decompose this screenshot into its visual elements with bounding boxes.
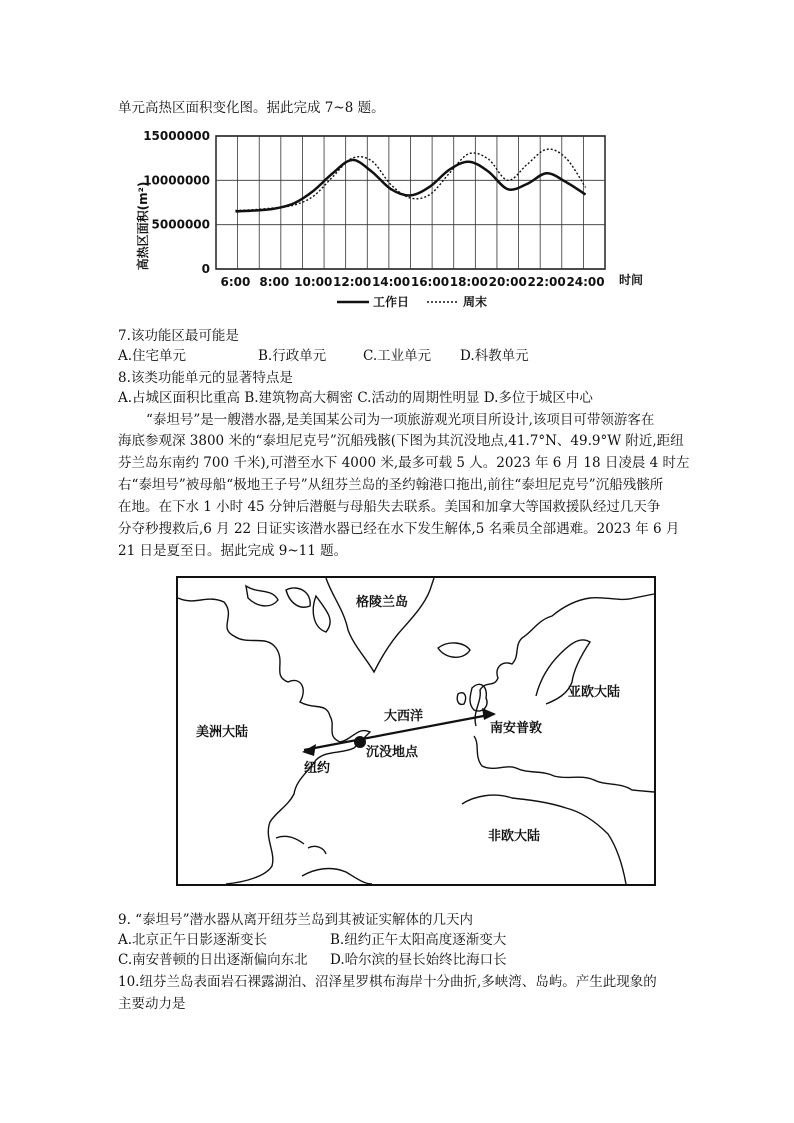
x-axis-label: 时间 [619,273,644,287]
label-americas: 美洲大陆 [196,725,249,740]
passage-line-4: 右“泰坦号”被母船“极地王子号”从纽芬兰岛的圣约翰港口拖出,前往“泰坦尼克号”沉船残骸所 [118,477,664,493]
legend-label-weekend: 周末 [463,295,488,309]
sinking-site-marker [354,736,366,748]
legend-label-workday: 工作日 [373,295,410,309]
q10-line-2: 主要动力是 [118,996,186,1012]
q9-option-a: A.北京正午日影逐渐变长 [118,932,268,948]
passage-line-3: 芬兰岛东南约 700 千米),可潜至水下 4000 米,最多可载 5 人。2023 年 6 月 18 日凌晨 4 时左 [118,455,690,471]
chart-legend [337,294,487,309]
chart-grid [216,136,605,269]
q7-option-d: D.科教单元 [460,348,529,364]
q7-option-a: A.住宅单元 [118,348,187,364]
y-axis-label: 高热区面积(m²) [136,181,150,271]
q8-stem: 8.该类功能单元的显著特点是 [118,370,293,386]
intro-text: 单元高热区面积变化图。据此完成 7~8 题。 [118,100,385,116]
x-tick-label: 24:00 [566,275,605,289]
y-tick-label: 15000000 [143,129,210,143]
y-tick-label: 10000000 [143,173,210,188]
q7-option-c: C.工业单元 [363,348,432,364]
passage-line-2: 海底参观深 3800 米的“泰坦尼克号”沉船残骸(下图为其沉没地点,41.7°N、49.9°W 附近,距纽 [118,433,684,449]
x-tick-label: 10:00 [294,275,333,289]
passage-line-5: 在地。在下水 1 小时 45 分钟后潜艇与母船失去联系。美国和加拿大等国救援队经过几天争 [118,499,661,515]
y-tick-label: 0 [201,262,210,276]
high-heat-area-chart [125,126,645,311]
x-tick-label: 6:00 [220,275,251,289]
q7-stem: 7.该功能区最可能是 [118,328,239,344]
label-new-york: 纽约 [304,761,331,776]
x-tick-label: 8:00 [259,275,290,289]
map-frame [177,577,655,885]
y-axis-ticks [143,129,210,276]
x-tick-label: 12:00 [333,275,372,289]
q7-option-b: B.行政单元 [258,348,327,364]
north-atlantic-map [176,576,656,886]
q9-stem: 9. “泰坦号”潜水器从离开纽芬兰岛到其被证实解体的几天内 [118,912,473,928]
q9-option-b: B.纽约正午太阳高度逐渐变大 [330,932,507,948]
x-axis-ticks [221,275,605,289]
label-atlantic: 大西洋 [384,709,424,724]
q9-option-c: C.南安普顿的日出逐渐偏向东北 [118,952,308,968]
y-tick-label: 5000000 [151,217,210,232]
x-tick-label: 20:00 [488,275,527,289]
x-tick-label: 14:00 [371,275,411,289]
label-sinking-site: 沉没地点 [366,745,419,760]
label-africa: 非欧大陆 [488,829,541,844]
q9-option-d: D.哈尔滨的昼长始终比海口长 [330,952,507,968]
q8-options: A.占城区面积比重高 B.建筑物高大稠密 C.活动的周期性明显 D.多位于城区中心 [118,390,593,406]
q10-line-1: 10.纽芬兰岛表面岩石裸露湖泊、沼泽星罗棋布海岸十分曲折,多峡湾、岛屿。产生此现象的 [118,974,657,990]
x-tick-label: 18:00 [449,275,488,289]
passage-line-7: 21 日是夏至日。据此完成 9~11 题。 [118,543,348,559]
passage-line-6: 分夺秒搜救后,6 月 22 日证实该潜水器已经在水下发生解体,5 名乘员全部遇难。2023 年 6 月 [118,521,680,537]
label-southampton: 南安普敦 [490,721,543,736]
passage-line-1: “泰坦号”是一艘潜水器,是美国某公司为一项旅游观光项目所设计,该项目可带领游客在 [146,412,655,428]
x-tick-label: 22:00 [527,275,566,289]
label-greenland: 格陵兰岛 [356,595,409,610]
label-eurasia: 亚欧大陆 [568,685,621,700]
x-tick-label: 16:00 [410,275,450,289]
